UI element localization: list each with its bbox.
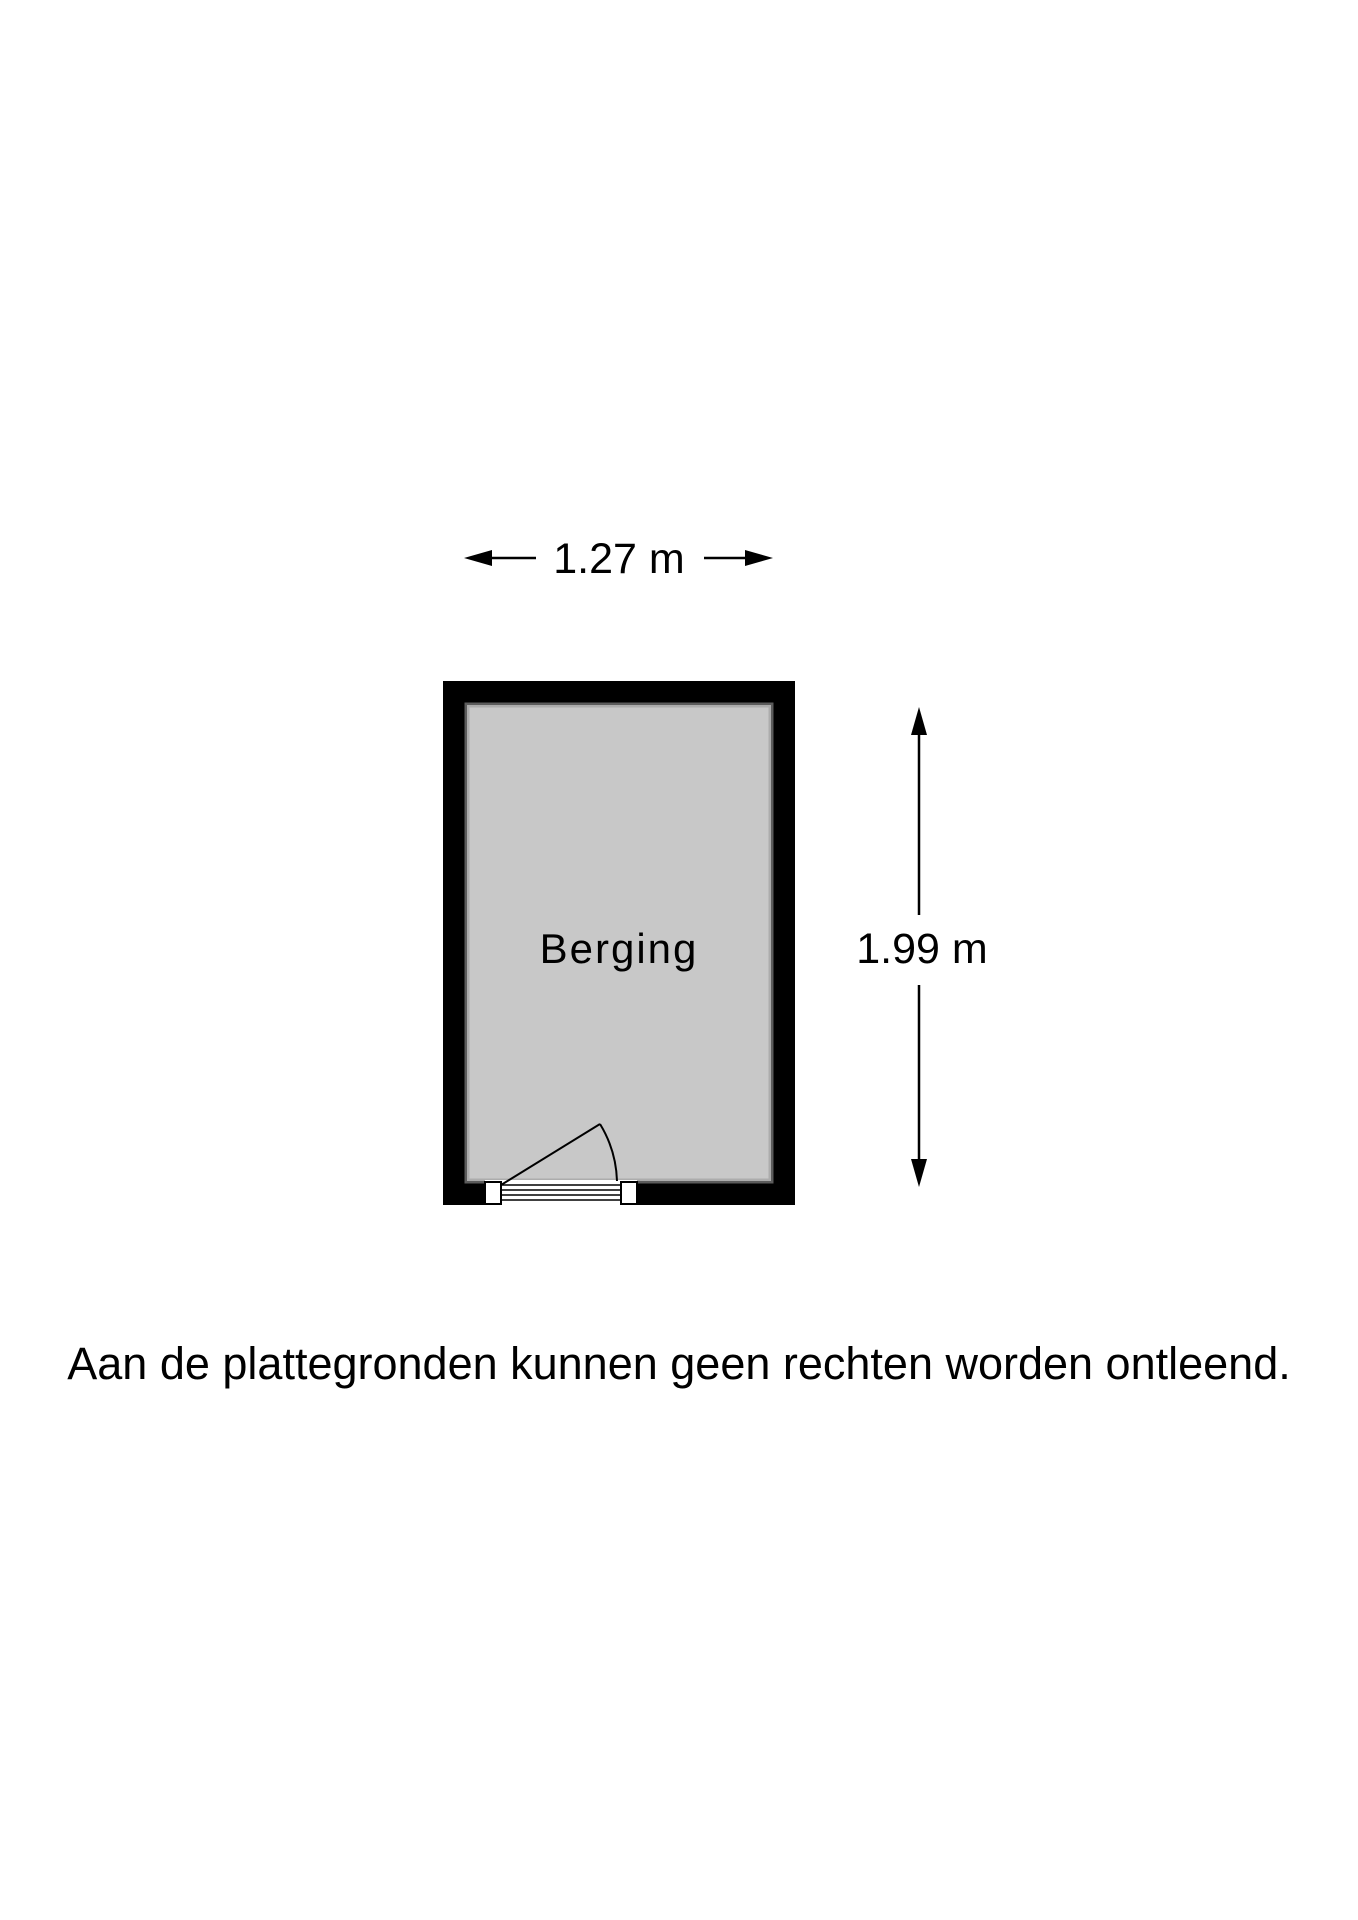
width-label: 1.27 m [553, 535, 685, 583]
arrow-left-icon [464, 550, 492, 566]
arrow-up-icon [911, 707, 927, 735]
room-label: Berging [539, 925, 699, 972]
depth-dimension [856, 707, 987, 1187]
depth-label: 1.99 m [856, 925, 988, 973]
arrow-down-icon [911, 1159, 927, 1187]
disclaimer-text: Aan de plattegronden kunnen geen rechten worden ontleend. [67, 1338, 1291, 1389]
arrow-right-icon [745, 550, 773, 566]
width-dimension [464, 535, 773, 583]
